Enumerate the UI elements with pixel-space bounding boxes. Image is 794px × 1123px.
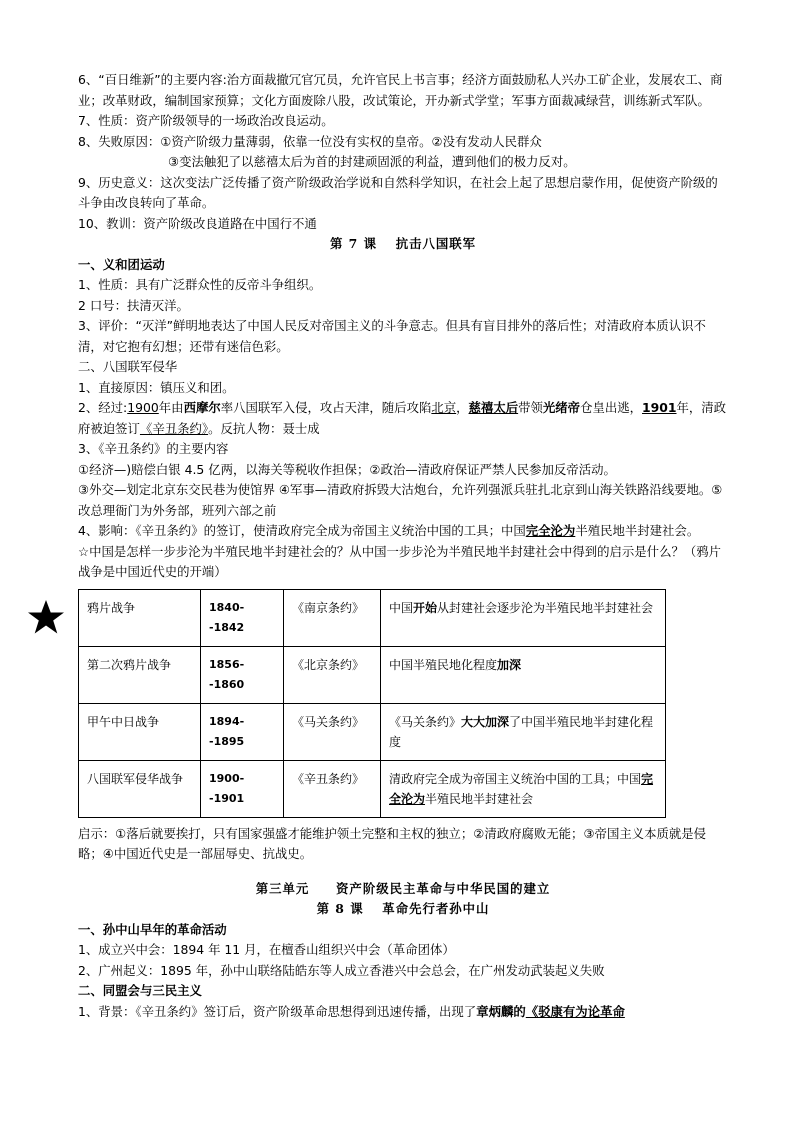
text-span: 半殖民地半封建社会。 (575, 523, 700, 538)
reform-significance-line: 9、历史意义：这次变法广泛传播了资产阶级政治学说和自然科学知识，在社会上起了思想启蒙作用，促使资产阶级的斗争由改良转向了革命。 (78, 174, 718, 210)
reform-nature-line: 7、性质：资产阶级领导的一场政治改良运动。 (78, 113, 334, 128)
guangxu-name: 光绪帝 (542, 400, 581, 415)
years-cell: 1840--1842 (201, 589, 284, 646)
emphasis-span: 章炳麟的 (476, 1003, 526, 1019)
lesson-8-title: 第 8 课 革命先行者孙中山 (316, 901, 490, 916)
emphasis-span: 大大加深 (461, 714, 510, 729)
boxer-section-title: 一、义和团运动 (78, 256, 165, 272)
cixi-name: 慈禧太后 (468, 400, 519, 415)
sun-early-section-title: 一、孙中山早年的革命活动 (78, 921, 227, 937)
table-row (79, 646, 666, 703)
reform-failure-line: 8、失败原因：①资产阶级力量薄弱，依靠一位没有实权的皇帝。②没有发动人民群众 (78, 133, 542, 149)
text-span: 清政府完全成为帝国主义统治中国的工具；中国 (389, 771, 642, 786)
year-1901: 1901 (642, 400, 677, 415)
text-span: 半殖民地半封建社会 (425, 791, 534, 806)
reform-section (78, 70, 728, 234)
reform-content-line: 6、“百日维新”的主要内容:治方面裁撤冗官冗员，允许官民上书言事；经济方面鼓励私人兴办工矿企业，发展农工、商业；改革财政，编制国家预算；文化方面废除八股，改试策论，开办新式学堂；军事方面裁减绿营，训练新式军队。 (78, 72, 723, 108)
text-span: 2、经过: (78, 400, 128, 415)
text-span: 中国 (389, 600, 414, 615)
table-row (79, 589, 666, 646)
lesson-7-title: 第 7 课 抗击八国联军 (329, 236, 477, 251)
boxer-line: 3、评价：“灭洋”鲜明地表达了中国人民反对帝国主义的斗争意志。但具有盲目排外的落后性；对清政府本质认识不清，对它抱有幻想；还带有迷信色彩。 (78, 318, 706, 354)
effect-cell (381, 703, 666, 760)
tongmenghui-section-title: 二、同盟会与三民主义 (78, 983, 202, 998)
wars-table (78, 589, 666, 818)
text-span: 年由 (158, 400, 184, 415)
war-cell: 八国联军侵华战争 (79, 760, 201, 817)
years-cell: 1856--1860 (201, 646, 284, 703)
invasion-section-title: 二、八国联军侵华 (78, 359, 178, 374)
reform-lesson-line: 10、教训：资产阶级改良道路在中国行不通 (78, 215, 317, 231)
treaty-cell: 《南京条约》 (284, 589, 381, 646)
table-row (79, 760, 666, 817)
treaty-contents-title: 3、《辛丑条约》的主要内容 (78, 441, 229, 456)
text-span: 。反抗人物：聂士成 (208, 420, 320, 436)
background-line (78, 1002, 728, 1023)
question-line: ☆中国是怎样一步步沦为半殖民地半封建社会的？从中国一步步沦为半殖民地半封建社会中得到的启示是什么？（鸦片战争是中国近代史的开端） (78, 543, 722, 579)
year-1900: 1900 (127, 400, 159, 415)
emphasis-span: 加深 (497, 657, 522, 672)
star-icon (26, 598, 66, 638)
inspiration-line: 启示：①落后就要挨打，只有国家强盛才能维护领土完整和主权的独立；②清政府腐败无能；③帝国主义本质就是侵略；④中国近代史是一部屈辱史、抗战史。 (78, 825, 707, 861)
boxer-line: 1、性质：具有广泛群众性的反帝斗争组织。 (78, 277, 322, 292)
seymour-name: 西摩尔 (183, 400, 221, 415)
text-span: 年，清政府被迫签订 (78, 400, 727, 436)
text-span: 1、背景：《辛丑条约》签订后，资产阶级革命思想得到迅速传播，出现了 (78, 1003, 477, 1019)
years-cell: 1900--1901 (201, 760, 284, 817)
effect-cell (381, 646, 666, 703)
war-cell: 甲午中日战争 (79, 703, 201, 760)
text-span: 了中国半殖民地半封建化程度 (389, 714, 654, 749)
spacer (78, 865, 728, 879)
treaty-cell: 《辛丑条约》 (284, 760, 381, 817)
treaty-cell: 《北京条约》 (284, 646, 381, 703)
war-cell: 第二次鸦片战争 (79, 646, 201, 703)
invasion-process-line (78, 398, 728, 439)
treaty-content-line: ①经济—)赔偿白银 4.5 亿两，以海关等税收作担保；②政治—清政府保证严禁人民参加反帝活动。 (78, 461, 616, 477)
table-row (79, 703, 666, 760)
document-page (78, 70, 728, 1022)
text-span: 仓皇出逃， (580, 400, 643, 415)
impact-line (78, 521, 728, 542)
text-span: 中国半殖民地化程度 (389, 657, 498, 672)
effect-cell (381, 589, 666, 646)
years-cell: 1894--1895 (201, 703, 284, 760)
emphasis-span: 完全沦为 (389, 771, 654, 806)
invasion-cause-line: 1、直接原因：镇压义和团。 (78, 379, 235, 395)
text-span: 带领 (518, 400, 543, 415)
text-span: ， (456, 400, 469, 415)
unit-3-title: 第三单元 资产阶级民主革命与中华民国的建立 (255, 880, 551, 896)
text-span: 《马关条约》 (389, 714, 462, 729)
effect-cell (381, 760, 666, 817)
treaty-content-line: ③外交—划定北京东交民巷为使馆界 ④军事—清政府拆毁大沽炮台，允许列强派兵驻扎北京到山海关铁路沿线要地。⑤改总理衙门为外务部，班列六部之前 (78, 482, 723, 518)
text-span: 从封建社会逐步沦为半殖民地半封建社会 (437, 600, 654, 615)
text-span: 4、影响：《辛丑条约》的签订，使清政府完全成为帝国主义统治中国的工具；中国 (78, 523, 526, 538)
treaty-name: 《辛丑条约》 (139, 420, 209, 436)
reform-failure-line-2: ③变法触犯了以慈禧太后为首的封建顽固派的利益，遭到他们的极力反对。 (168, 154, 576, 169)
war-cell: 鸦片战争 (79, 589, 201, 646)
sun-early-line: 1、成立兴中会：1894 年 11 月，在檀香山组织兴中会（革命团体） (78, 942, 455, 957)
treaty-cell: 《马关条约》 (284, 703, 381, 760)
sun-early-line: 2、广州起义：1895 年，孙中山联络陆皓东等人成立香港兴中会总会，在广州发动武装起义失败 (78, 962, 605, 978)
emphasis-span: 开始 (413, 600, 438, 615)
impact-emphasis: 完全沦为 (525, 523, 576, 538)
boxer-line: 2 口号：扶清灭洋。 (78, 297, 189, 313)
beijing-name: 北京 (431, 400, 457, 415)
emphasis-span: 《驳康有为论革命 (525, 1003, 625, 1019)
text-span: 率八国联军入侵，攻占天津，随后攻陷 (220, 400, 432, 415)
